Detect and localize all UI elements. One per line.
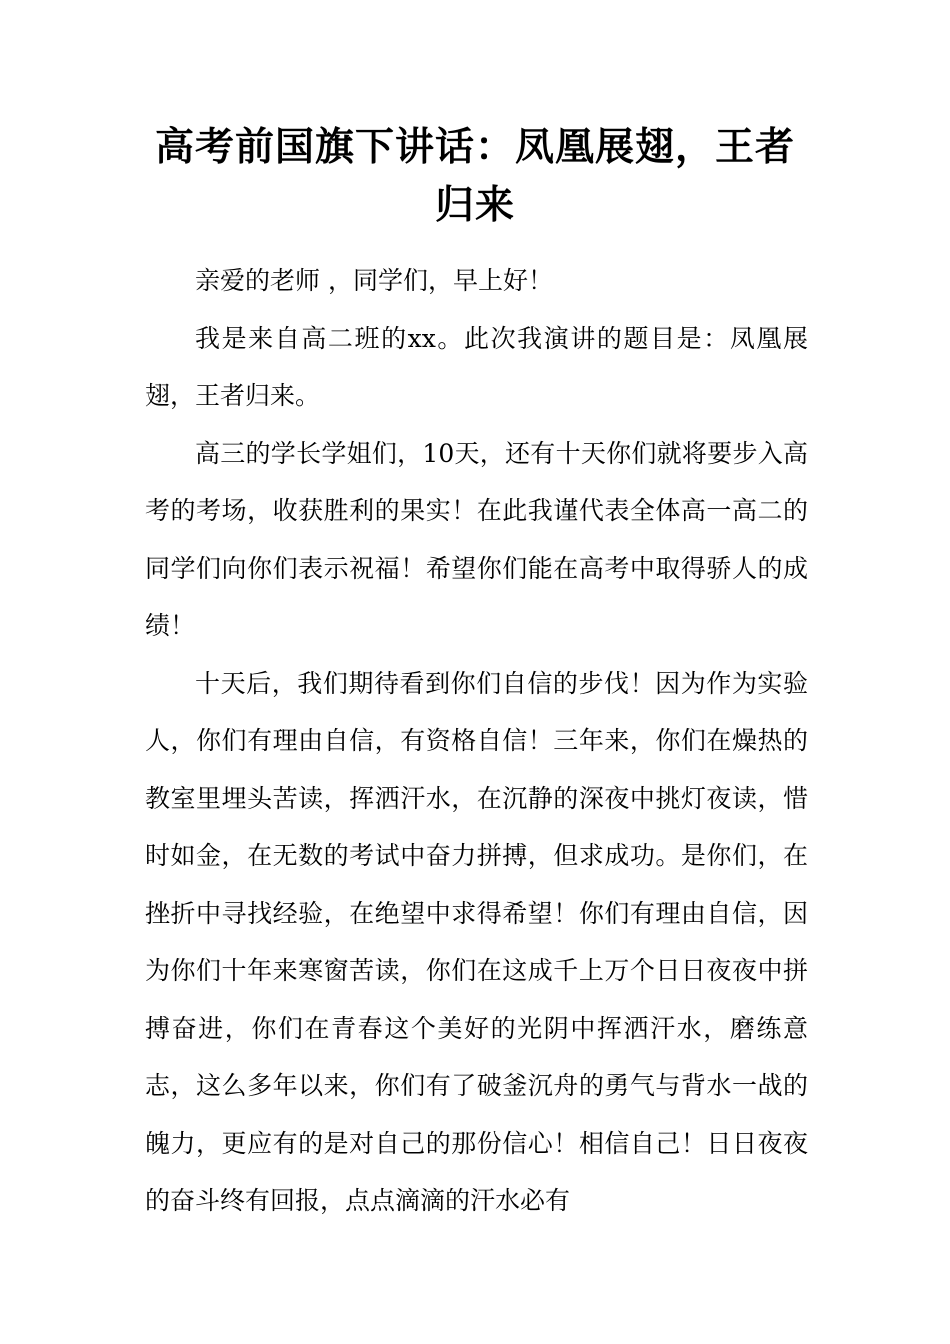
paragraph-greeting: 亲爱的老师 ，同学们，早上好！ <box>195 266 553 295</box>
paragraph-encouragement: 十天后，我们期待看到你们自信的步伐！因为作为实验人，你们有理由自信，有资格自信！三年来，你们在燥热的教室里埋头苦读，挥洒汗水，在沉静的深夜中挑灯夜读，惜时如金，在无数的考试中奋力拼搏，但求成功。是你们，在挫折中寻找经验，在绝望中求得希望！你们有理由自信，因为你们十年来寒窗苦读，你们在这成千上万个日日夜夜中拼搏奋进，你们在青春这个美好的光阴中挥洒汗水，磨练意志，这么多年以来，你们有了破釜沉舟的勇气与背水一战的魄力，更应有的是对自己的那份信心！相信自己！日日夜夜的奋斗终有回报，点点滴滴的汗水必有 <box>145 668 808 1215</box>
paragraph-introduction: 我是来自高二班的xx。此次我演讲的题目是：凤凰展翅，王者归来。 <box>145 323 808 410</box>
document-body <box>145 252 808 1230</box>
document-title: 高考前国旗下讲话：凤凰展翅，王者归来 <box>154 124 795 228</box>
paragraph-blessing: 高三的学长学姐们，10天，还有十天你们就将要步入高考的考场，收获胜利的果实！在此我谨代表全体高一高二的同学们向你们表示祝福！希望你们能在高考中取得骄人的成绩！ <box>145 438 808 640</box>
